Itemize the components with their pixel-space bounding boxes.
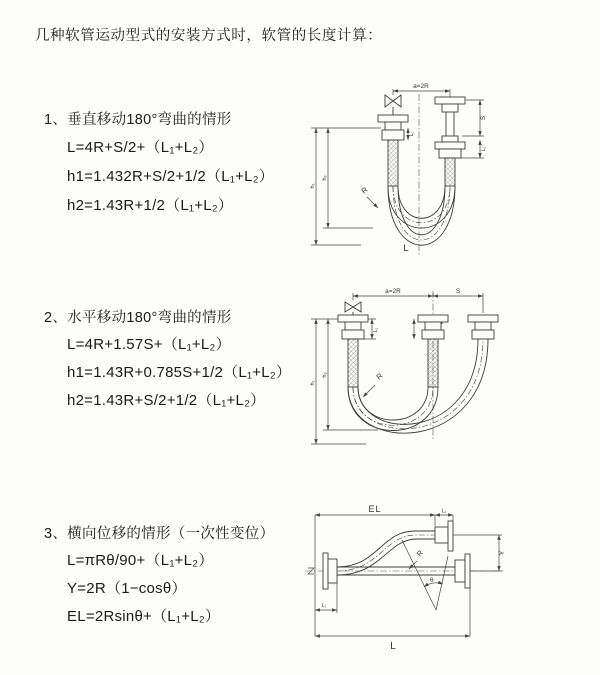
dim-label-l1-right: L₁ xyxy=(481,146,487,152)
diagram-vertical-180-bend xyxy=(303,78,498,263)
left-flange xyxy=(323,553,337,589)
dim-label-a2r: a=2R xyxy=(413,83,429,90)
right-pipe-fitting xyxy=(435,97,465,186)
length-label: L xyxy=(403,243,409,254)
angle-label: θ xyxy=(430,577,434,584)
left-pipe-fitting xyxy=(378,115,408,186)
radius-leader xyxy=(367,197,378,208)
dim-label-s: S xyxy=(455,288,461,295)
valve-icon xyxy=(385,95,401,115)
formula-line: h1=1.43R+0.785S+1/2（L₁+L₂） xyxy=(67,364,292,381)
dim-label-l1-top: L₁ xyxy=(441,508,447,515)
dim-label-l1: L₁ xyxy=(373,327,379,333)
diagram-lateral-displacement xyxy=(303,498,508,658)
hose-position-1 xyxy=(388,186,455,228)
dimension-a2r xyxy=(393,89,450,97)
formula-line: h1=1.432R+S/2+1/2（L₁+L₂） xyxy=(67,168,275,185)
formula-line: h2=1.43R+S/2+1/2（L₁+L₂） xyxy=(67,392,266,409)
dim-label-h1: h₁ xyxy=(310,380,316,386)
dim-label-a2r: a=2R xyxy=(385,288,401,295)
radius-leader xyxy=(363,385,375,397)
dim-label-h2: h₂ xyxy=(322,372,328,378)
dim-label-y: Y xyxy=(499,550,506,556)
dim-label-s: S xyxy=(480,115,487,121)
section-1-heading: 1、垂直移动180°弯曲的情形 xyxy=(44,112,232,128)
formula-line: EL=2Rsinθ+（L₁+L₂） xyxy=(67,608,221,625)
dimension-l xyxy=(315,588,470,636)
section-2-heading: 2、水平移动180°弯曲的情形 xyxy=(44,310,232,326)
length-label: L xyxy=(390,641,396,652)
valve-icon xyxy=(345,302,361,315)
page-title: 几种软管运动型式的安装方式时，软管的长度计算： xyxy=(35,28,383,44)
section-3-heading: 3、横向位移的情形（一次性变位） xyxy=(44,526,275,542)
radius-label: R xyxy=(414,548,426,559)
radius-label: R xyxy=(374,371,385,382)
formula-line: Y=2R（1−cosθ） xyxy=(67,580,187,597)
hose-position-2 xyxy=(388,186,455,245)
dim-label-el: EL xyxy=(368,504,382,514)
dim-label-h2: h₂ xyxy=(322,175,328,181)
moved-pipe-fitting xyxy=(468,315,498,339)
formula-line: L=πRθ/90+（L₁+L₂） xyxy=(67,552,214,569)
dimension-h2 xyxy=(323,128,373,228)
formula-line: L=4R+S/2+（L₁+L₂） xyxy=(67,139,214,156)
diagram-horizontal-180-bend xyxy=(306,283,506,455)
upper-right-flange xyxy=(435,521,453,551)
hose-position-2 xyxy=(348,339,488,433)
dim-label-l1-left: L₁ xyxy=(409,131,415,137)
dimension-l1-top xyxy=(435,515,453,521)
dim-label-h1: h₁ xyxy=(310,183,316,189)
formula-line: h2=1.43R+1/2（L₁+L₂） xyxy=(67,197,234,214)
dimension-h1 xyxy=(311,128,381,245)
right-lower-flange xyxy=(455,554,470,588)
mid-pipe-fitting xyxy=(418,315,448,387)
formula-line: L=4R+1.57S+（L₁+L₂） xyxy=(67,336,231,353)
dim-label-l1-bottom: L₁ xyxy=(321,603,327,609)
radius-label: R xyxy=(359,185,370,196)
left-pipe-fitting xyxy=(338,315,368,387)
